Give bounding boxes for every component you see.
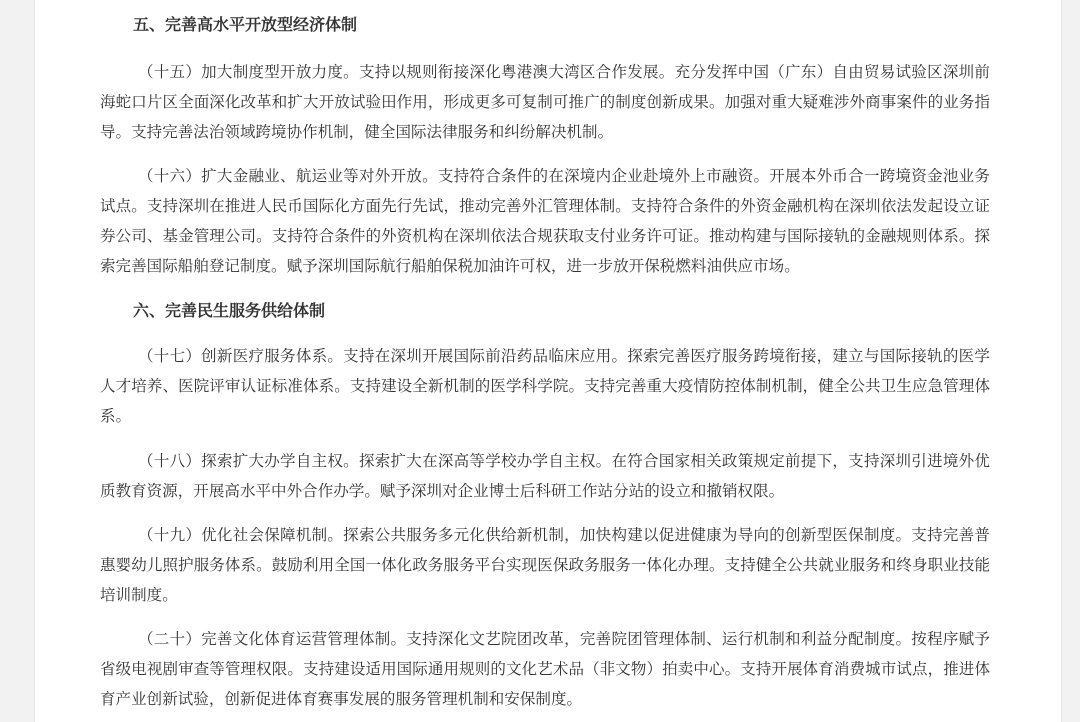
paragraph-17: （十七）创新医疗服务体系。支持在深圳开展国际前沿药品临床应用。探索完善医疗服务跨境衔接，建立与国际接轨的医学人才培养、医院评审认证标准体系。支持建设全新机制的医学科学院。支持完善重大疫情防控体制机制，健全公共卫生应急管理体系。	[100, 347, 990, 425]
paragraph-20: （二十）完善文化体育运营管理体制。支持深化文艺院团改革，完善院团管理体制、运行机制和利益分配制度。按程序赋予省级电视剧审查等管理权限。支持建设适用国际通用规则的文化艺术品（非文物）拍卖中心。支持开展体育消费城市试点，推进体育产业创新试验，创新促进体育赛事发展的服务管理机制和安保制度。	[100, 630, 990, 708]
paragraph-18: （十八）探索扩大办学自主权。探索扩大在深高等学校办学自主权。在符合国家相关政策规定前提下，支持深圳引进境外优质教育资源，开展高水平中外合作办学。赋予深圳对企业博士后科研工作站分站的设立和撤销权限。	[100, 452, 990, 500]
paragraph-16: （十六）扩大金融业、航运业等对外开放。支持符合条件的在深境内企业赴境外上市融资。开展本外币合一跨境资金池业务试点。支持深圳在推进人民币国际化方面先行先试，推动完善外汇管理体制。支持符合条件的外资金融机构在深圳依法发起设立证券公司、基金管理公司。支持符合条件的外资机构在深圳依法合规获取支付业务许可证。推动构建与国际接轨的金融规则体系。探索完善国际船舶登记制度。赋予深圳国际航行船舶保税加油许可权，进一步放开保税燃料油供应市场。	[100, 167, 990, 275]
paragraph-15: （十五）加大制度型开放力度。支持以规则衔接深化粤港澳大湾区合作发展。充分发挥中国（广东）自由贸易试验区深圳前海蛇口片区全面深化改革和扩大开放试验田作用，形成更多可复制可推广的制度创新成果。加强对重大疑难涉外商事案件的业务指导。支持完善法治领域跨境协作机制，健全国际法律服务和纠纷解决机制。	[100, 63, 990, 141]
paragraph-19: （十九）优化社会保障机制。探索公共服务多元化供给新机制，加快构建以促进健康为导向的创新型医保制度。支持完善普惠婴幼儿照护服务体系。鼓励利用全国一体化政务服务平台实现医保政务服务一体化办理。支持健全公共就业服务和终身职业技能培训制度。	[100, 526, 990, 604]
content-panel	[34, 0, 1062, 722]
section-heading-5: 五、完善高水平开放型经济体制	[133, 15, 358, 34]
section-heading-6: 六、完善民生服务供给体制	[133, 301, 326, 320]
